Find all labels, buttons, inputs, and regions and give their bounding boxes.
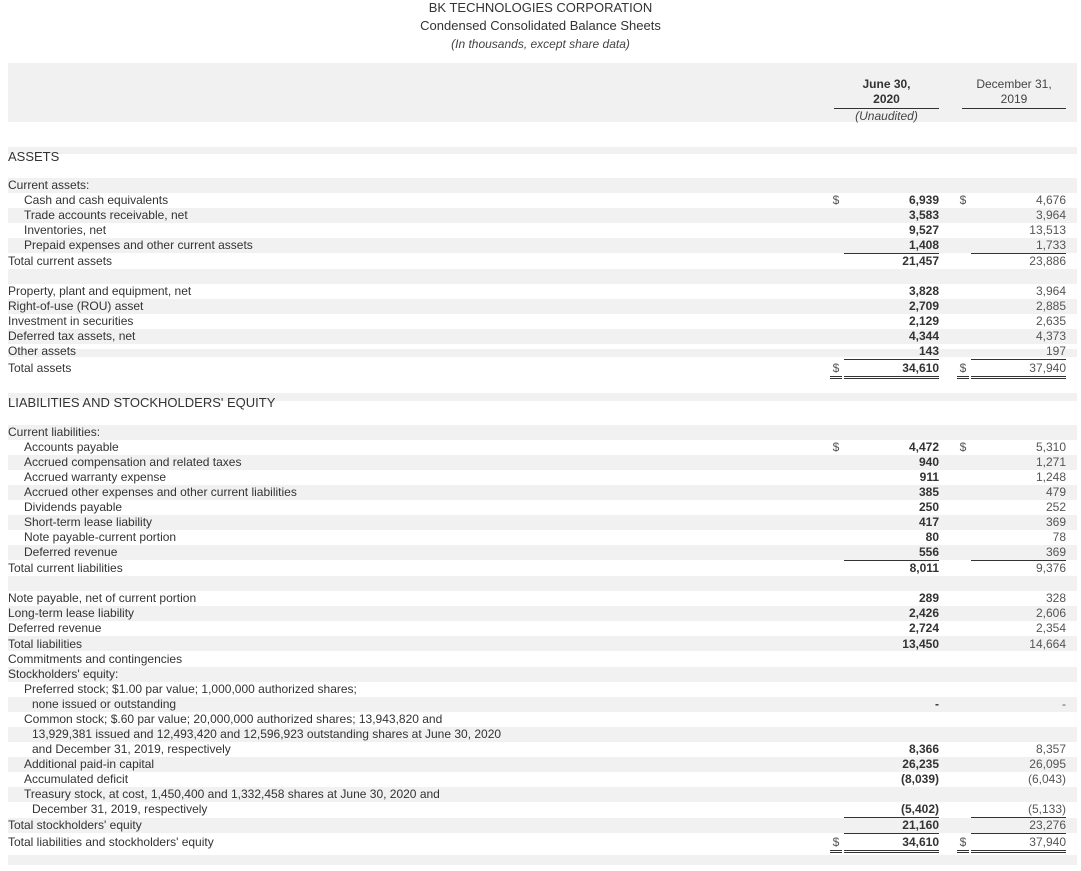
row-label: Investment in securities <box>8 314 134 328</box>
row-label: Accounts payable <box>24 440 119 454</box>
currency-symbol: $ <box>830 361 842 379</box>
row-label: Deferred tax assets, net <box>8 329 136 343</box>
value-june-2020: 556 <box>844 545 939 561</box>
table-row <box>8 425 1077 440</box>
column-header-dec-2019-rule <box>962 108 1066 109</box>
row-label: Accrued compensation and related taxes <box>24 455 242 469</box>
value-june-2020: 34,610 <box>844 835 939 853</box>
value-dec-2019: 252 <box>1045 500 1066 514</box>
table-row <box>8 772 1077 787</box>
row-label: Prepaid expenses and other current assets <box>24 238 253 252</box>
value-june-2020: 2,724 <box>844 621 939 637</box>
company-name: BK TECHNOLOGIES CORPORATION <box>428 0 653 15</box>
table-row <box>8 254 1077 269</box>
value-june-2020: 21,457 <box>844 254 939 270</box>
value-june-2020: 9,527 <box>908 223 939 237</box>
table-row <box>8 515 1077 530</box>
value-dec-2019: - <box>1062 697 1066 711</box>
value-dec-2019: 4,373 <box>1035 329 1066 343</box>
value-dec-2019: 8,357 <box>1035 742 1066 756</box>
row-band <box>8 576 1077 591</box>
currency-symbol: $ <box>832 440 840 454</box>
value-dec-2019: 3,964 <box>1035 284 1066 298</box>
column-header-june-2020-note <box>834 109 939 124</box>
table-row <box>8 284 1077 299</box>
value-june-2020: 6,939 <box>908 193 939 207</box>
row-label: December 31, 2019, respectively <box>32 802 208 816</box>
value-june-2020: 13,450 <box>902 637 939 651</box>
row-label: none issued or outstanding <box>32 697 177 711</box>
value-june-2020: 26,235 <box>902 757 939 771</box>
row-label: Total current liabilities <box>8 561 123 575</box>
value-june-2020: 940 <box>918 455 939 469</box>
value-dec-2019: 2,354 <box>971 621 1066 637</box>
value-june-2020: 250 <box>918 500 939 514</box>
value-dec-2019: 9,376 <box>971 561 1066 577</box>
table-row <box>8 757 1077 772</box>
value-dec-2019: (6,043) <box>1027 772 1066 786</box>
currency-symbol: $ <box>957 835 969 853</box>
value-dec-2019: (5,133) <box>971 802 1066 818</box>
value-dec-2019: 1,733 <box>971 238 1066 254</box>
table-row <box>8 561 1077 576</box>
value-dec-2019: 369 <box>1045 515 1066 529</box>
value-dec-2019: 78 <box>1052 530 1066 544</box>
value-june-2020: 4,472 <box>908 440 939 454</box>
value-dec-2019: 2,635 <box>1035 314 1066 328</box>
table-row <box>8 500 1077 515</box>
row-label: Current assets: <box>8 178 90 192</box>
value-dec-2019: 479 <box>1045 485 1066 499</box>
table-row <box>8 591 1077 606</box>
value-june-2020: 1,408 <box>844 238 939 254</box>
currency-symbol: $ <box>959 440 967 454</box>
value-dec-2019: 5,310 <box>1035 440 1066 454</box>
table-row <box>8 485 1077 500</box>
value-june-2020: 2,129 <box>908 314 939 328</box>
row-label: Property, plant and equipment, net <box>8 284 192 298</box>
column-header-dec-2019-line1: December 31, <box>976 77 1052 91</box>
table-row <box>8 667 1077 682</box>
value-dec-2019: 3,964 <box>1035 208 1066 222</box>
section-heading-liabilities: LIABILITIES AND STOCKHOLDERS' EQUITY <box>8 395 276 410</box>
row-label: and December 31, 2019, respectively <box>32 742 231 756</box>
value-dec-2019: 328 <box>1045 591 1066 605</box>
table-row <box>8 652 1077 667</box>
table-row <box>8 530 1077 545</box>
value-june-2020: 143 <box>844 344 939 360</box>
table-row <box>8 606 1077 621</box>
row-label: Right-of-use (ROU) asset <box>8 299 144 313</box>
table-row <box>8 329 1077 344</box>
row-label: Total current assets <box>8 254 113 268</box>
table-row <box>8 637 1077 652</box>
row-label: Stockholders' equity: <box>8 667 119 681</box>
table-row <box>8 835 1077 850</box>
row-label: Dividends payable <box>24 500 123 514</box>
row-label: Total assets <box>8 361 72 375</box>
value-june-2020: - <box>935 697 939 711</box>
value-june-2020: 2,709 <box>908 299 939 313</box>
row-label: Short-term lease liability <box>24 515 153 529</box>
value-june-2020: 417 <box>918 515 939 529</box>
value-dec-2019: 37,940 <box>971 361 1066 379</box>
value-june-2020: 3,828 <box>908 284 939 298</box>
table-row <box>8 545 1077 560</box>
row-label: Current liabilities: <box>8 425 101 439</box>
row-label: Additional paid-in capital <box>24 757 155 771</box>
table-row <box>8 697 1077 712</box>
currency-symbol: $ <box>957 361 969 379</box>
row-label: Deferred revenue <box>8 621 102 635</box>
row-band <box>8 855 1077 865</box>
table-row <box>8 238 1077 253</box>
table-row <box>8 682 1077 697</box>
table-row <box>8 178 1077 193</box>
value-june-2020: 34,610 <box>844 361 939 379</box>
row-label: Total liabilities and stockholders' equity <box>8 835 214 849</box>
table-row <box>8 395 1077 410</box>
table-row <box>8 223 1077 238</box>
column-header-dec-2019 <box>962 77 1066 107</box>
value-dec-2019: 14,664 <box>1029 637 1066 651</box>
value-june-2020: 21,160 <box>844 818 939 834</box>
currency-symbol: $ <box>830 835 842 853</box>
table-row <box>8 344 1077 359</box>
balance-sheet-table <box>8 63 1077 869</box>
row-label: Total liabilities <box>8 637 83 651</box>
value-june-2020: (8,039) <box>900 772 939 786</box>
value-june-2020: 911 <box>919 470 939 484</box>
row-label: Other assets <box>8 344 77 358</box>
value-june-2020: 2,426 <box>908 606 939 620</box>
row-label: Cash and cash equivalents <box>24 193 169 207</box>
row-label: Trade accounts receivable, net <box>24 208 188 222</box>
row-label: Common stock; $.60 par value; 20,000,000 authorized shares; 13,943,820 and <box>24 712 443 726</box>
currency-symbol: $ <box>959 193 967 207</box>
row-label: Total stockholders' equity <box>8 818 142 832</box>
value-june-2020: 289 <box>918 591 939 605</box>
table-row <box>8 440 1077 455</box>
table-row <box>8 193 1077 208</box>
value-dec-2019: 26,095 <box>1029 757 1066 771</box>
value-dec-2019: 23,276 <box>971 818 1066 834</box>
value-june-2020: (5,402) <box>844 802 939 818</box>
value-dec-2019: 1,248 <box>1035 470 1066 484</box>
column-header-june-2020-line2: 2020 <box>873 92 900 106</box>
table-row <box>8 742 1077 757</box>
value-june-2020: 80 <box>925 530 939 544</box>
table-row <box>8 787 1077 802</box>
value-dec-2019: 1,271 <box>1035 455 1066 469</box>
table-row <box>8 208 1077 223</box>
column-header-dec-2019-line2: 2019 <box>1000 92 1028 106</box>
currency-symbol: $ <box>832 193 840 207</box>
value-dec-2019: 13,513 <box>1029 223 1066 237</box>
table-row <box>8 470 1077 485</box>
column-header-june-2020-line1: June 30, <box>862 77 911 91</box>
table-row <box>8 802 1077 817</box>
row-label: Treasury stock, at cost, 1,450,400 and 1,332,458 shares at June 30, 2020 and <box>24 787 440 801</box>
row-label: Accrued warranty expense <box>24 470 167 484</box>
row-label: Commitments and contingencies <box>8 652 183 666</box>
value-dec-2019: 4,676 <box>1035 193 1066 207</box>
statement-title: Condensed Consolidated Balance Sheets <box>420 18 661 33</box>
row-label: Accrued other expenses and other current liabilities <box>24 485 297 499</box>
table-row <box>8 149 1077 164</box>
table-row <box>8 361 1077 376</box>
value-dec-2019: 2,606 <box>1035 606 1066 620</box>
row-label: Inventories, net <box>24 223 107 237</box>
table-row <box>8 712 1077 727</box>
table-row <box>8 299 1077 314</box>
table-row <box>8 621 1077 636</box>
row-label: Accumulated deficit <box>24 772 129 786</box>
row-label: Long-term lease liability <box>8 606 135 620</box>
value-june-2020: 385 <box>918 485 939 499</box>
row-band <box>8 269 1077 284</box>
value-dec-2019: 2,885 <box>1035 299 1066 313</box>
table-row <box>8 818 1077 833</box>
value-june-2020: 4,344 <box>908 329 939 343</box>
section-heading-assets: ASSETS <box>8 149 60 164</box>
row-label: 13,929,381 issued and 12,493,420 and 12,596,923 outstanding shares at June 30, 2020 <box>32 727 502 741</box>
units-note: (In thousands, except share data) <box>451 37 630 51</box>
unaudited-label: (Unaudited) <box>855 109 918 123</box>
table-row <box>8 314 1077 329</box>
column-header-june-2020 <box>834 77 939 107</box>
table-row <box>8 455 1077 470</box>
value-dec-2019: 197 <box>971 344 1066 360</box>
value-june-2020: 3,583 <box>908 208 939 222</box>
value-june-2020: 8,011 <box>844 561 939 577</box>
value-dec-2019: 37,940 <box>971 835 1066 853</box>
value-dec-2019: 369 <box>971 545 1066 561</box>
value-june-2020: 8,366 <box>908 742 939 756</box>
value-dec-2019: 23,886 <box>971 254 1066 270</box>
row-label: Deferred revenue <box>24 545 118 559</box>
row-label: Note payable-current portion <box>24 530 177 544</box>
row-label: Note payable, net of current portion <box>8 591 197 605</box>
table-row <box>8 727 1077 742</box>
row-label: Preferred stock; $1.00 par value; 1,000,000 authorized shares; <box>24 682 357 696</box>
